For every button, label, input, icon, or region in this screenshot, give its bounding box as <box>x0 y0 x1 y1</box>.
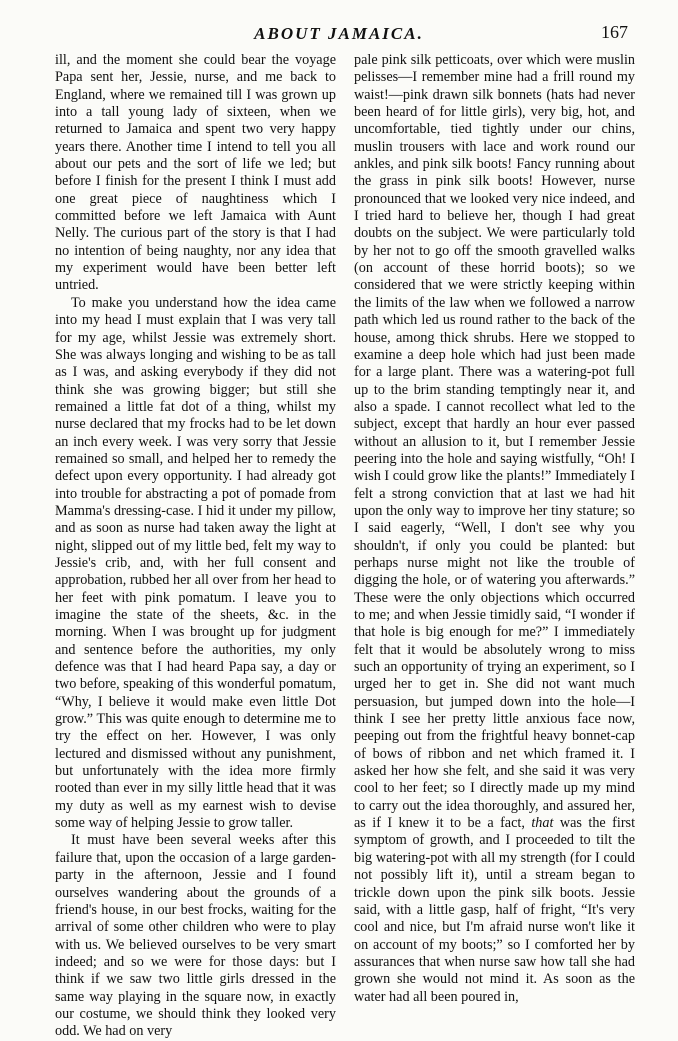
page-number: 167 <box>601 22 628 42</box>
paragraph-4-part-1: pale pink silk petticoats, over which were muslin pelisses—I remember mine had a frill round my waist!—pink drawn silk bonnets (hats had never been heard of for little girls), very big, hot, and uncomfortable, tied tightly under our chins, muslin trousers with lace and work round our ankles, and pink silk boots! Fancy running about the grass in pink silk boots! However, nurse pronounced that we looked very nice indeed, and I tried hard to believe her, though I had great doubts on the subject. We were particularly told by her not to go off the smooth gravelled walks (on account of these horrid boots); so we considered that we were strictly keeping within the limits of the law when we followed a narrow path which led us round rather to the back of the house, among thick shrubs. Here we stopped to examine a deep hole which had just been made for a large plant. There was a watering-pot full up to the brim standing temptingly near it, and also a spade. I cannot recollect what led to the subject, except that hardly an hour ever passed without an allusion to it, but I remember Jessie peering into the hole and saying wistfully, “Oh! I wish I could grow like the plants!” Immediately I felt a strong conviction that at last we had hit upon the only way to improve her tiny stature; so I said eagerly, “Well, I don't see why you shouldn't, if only you could be planted: but perhaps nurse might not like the trouble of digging the hole, or of watering you afterwards.” These were the only objections which occurred to me; and when Jessie timidly said, “I wonder if that hole is big enough for me?” I immediately felt that it would be absolutely wrong to miss such an opportunity of trying an experiment, so I urged her to get in. She did not want much persuasion, but jumped down into the hole—I think I see her pretty little anxious face now, peeping out from the frightful heavy bonnet-cap of bows of ribbon and net which framed it. I asked her how she felt, and she said it was very cool to her feet; so I directly made up my mind to carry out the idea thoroughly, and assured her, as if I knew it to be a fact, <box>354 52 635 832</box>
emphasis-that: that <box>531 815 554 832</box>
right-column <box>354 52 635 1006</box>
paragraph-4 <box>354 52 635 1006</box>
paragraph-2: To make you understand how the idea came into my head I must explain that I was very tall for my age, whilst Jessie was extremely short. She was always longing and wishing to be as tall as I was, and asking everybody if they did not think she was growing bigger; but still she remained a little fat dot of a thing, whilst my nurse declared that my frocks had to be let down an inch every week. I was very sorry that Jessie remained so small, and helped her to remedy the defect upon every opportunity. I had already got into trouble for abstracting a pot of pomade from Mamma's dressing-case. I hid it under my pillow, and as soon as nurse had taken away the light at night, slipped out of my little bed, felt my way to Jessie's crib, and, with her full consent and approbation, rubbed her all over from her head to her feet with pink pomatum. I leave you to imagine the state of the sheets, &c. in the morning. When I was brought up for judgment and sentence before the authorities, my only defence was that I had heard Papa say, a day or two before, speaking of this wonderful pomatum, “Why, I believe it would make even little Dot grow.” This was quite enough to determine me to try the effect on her. However, I was only lectured and dismissed without any punishment, but unfortunately with the idea more firmly rooted than ever in my silly little head that it was my duty as well as my earnest wish to devise some way of helping Jessie to grow taller. <box>55 294 336 832</box>
running-title: ABOUT JAMAICA. <box>254 24 424 43</box>
paragraph-1: ill, and the moment she could bear the voyage Papa sent her, Jessie, nurse, and me back to England, where we remained till I was grown up into a tall young lady of sixteen, when we returned to Jamaica and spent two very happy years there. Another time I intend to tell you all about our pets and the sort of life we led; but before I finish for the present I think I must add one great piece of naughtiness which I committed before we left Jamaica with Aunt Nelly. The curious part of the story is that I had no intention of being naughty, nor any idea that my experiment would have been better left untried. <box>55 52 336 294</box>
left-column <box>55 52 336 1041</box>
running-head <box>0 24 678 50</box>
paragraph-4-part-2: was the first symptom of growth, and I proceeded to tilt the big watering-pot with all my strength (for I could not possibly lift it), until a stream began to trickle down upon the pink silk boots. Jessie said, with a little gasp, half of fright, “It's very cool and nice, but I'm afraid nurse won't like it on account of my boots;” so I comforted her by assurances that when nurse saw how tall she had grown she would not mind it. As soon as the water had all been poured in, <box>354 815 636 1005</box>
paragraph-3: It must have been several weeks after this failure that, upon the occasion of a large garden-party in the afternoon, Jessie and I found ourselves wandering about the grounds of a friend's house, in our best frocks, waiting for the arrival of some other children who were to play with us. We believed ourselves to be very smart indeed; and so we were for those days: but I think if we saw two little girls dressed in the same way playing in the square now, in exactly our costume, we should think they looked very odd. We had on very <box>55 832 336 1040</box>
